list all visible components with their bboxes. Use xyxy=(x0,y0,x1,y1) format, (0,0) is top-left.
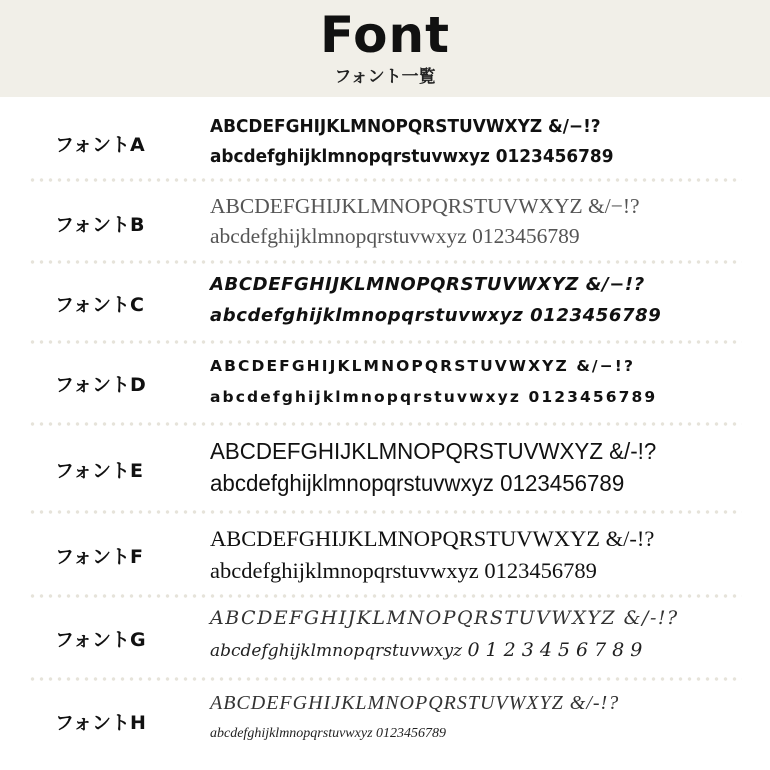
page-subtitle: フォント一覧 xyxy=(334,67,436,87)
header-band xyxy=(0,0,770,97)
font-h-lowercase-sample: abcdefghijklmnopqrstuvwxyz 0123456789 xyxy=(210,726,447,741)
font-label-c: フォントC xyxy=(55,293,144,316)
font-h-uppercase-sample: ABCDEFGHIJKLMNOPQRSTUVWXYZ &/-!? xyxy=(210,692,620,714)
font-label-e: フォントE xyxy=(55,459,144,482)
font-row-e xyxy=(0,428,770,510)
font-e-uppercase-sample: ABCDEFGHIJKLMNOPQRSTUVWXYZ &/-!? xyxy=(210,438,657,464)
font-label-g: フォントG xyxy=(55,628,146,651)
font-label-a: フォントA xyxy=(55,133,145,156)
font-label-b: フォントB xyxy=(55,213,145,236)
font-f-uppercase-sample: ABCDEFGHIJKLMNOPQRSTUVWXYZ &/-!? xyxy=(210,526,655,551)
font-row-h xyxy=(0,680,770,762)
font-c-lowercase-sample: abcdefghijklmnopqrstuvwxyz 0123456789 xyxy=(210,305,662,326)
font-f-lowercase-sample: abcdefghijklmnopqrstuvwxyz 0123456789 xyxy=(210,558,597,583)
font-g-lowercase-text: abcdefghijklmnopqrstuvwxyz xyxy=(210,641,463,661)
font-b-uppercase-sample: ABCDEFGHIJKLMNOPQRSTUVWXYZ &/−!? xyxy=(210,194,640,218)
font-g-uppercase-sample: ABCDEFGHIJKLMNOPQRSTUVWXYZ &/-!? xyxy=(210,607,679,629)
font-label-h: フォントH xyxy=(55,711,146,734)
font-row-b xyxy=(0,182,770,264)
font-a-uppercase-sample: ABCDEFGHIJKLMNOPQRSTUVWXYZ &/−!? xyxy=(210,116,601,137)
font-g-lowercase-sample xyxy=(210,639,648,661)
font-d-lowercase-sample: abcdefghijklmnopqrstuvwxyz 0123456789 xyxy=(210,388,658,406)
font-row-c xyxy=(0,262,770,344)
font-d-uppercase-sample: ABCDEFGHIJKLMNOPQRSTUVWXYZ &/−!? xyxy=(210,357,636,375)
font-e-lowercase-sample: abcdefghijklmnopqrstuvwxyz 0123456789 xyxy=(210,470,625,496)
font-label-f: フォントF xyxy=(55,545,144,568)
font-label-d: フォントD xyxy=(55,373,146,396)
font-row-d xyxy=(0,342,770,424)
page-title: Font xyxy=(320,6,450,64)
font-b-lowercase-sample: abcdefghijklmnopqrstuvwxyz 0123456789 xyxy=(210,224,580,248)
font-row-f xyxy=(0,514,770,596)
font-c-uppercase-sample: ABCDEFGHIJKLMNOPQRSTUVWXYZ &/−!? xyxy=(210,274,645,295)
font-row-a xyxy=(0,102,770,184)
row-divider xyxy=(28,422,742,426)
font-a-lowercase-sample: abcdefghijklmnopqrstuvwxyz 0123456789 xyxy=(210,146,614,167)
font-row-g xyxy=(0,597,770,679)
font-g-digits-text: 0123456789 xyxy=(467,639,649,661)
